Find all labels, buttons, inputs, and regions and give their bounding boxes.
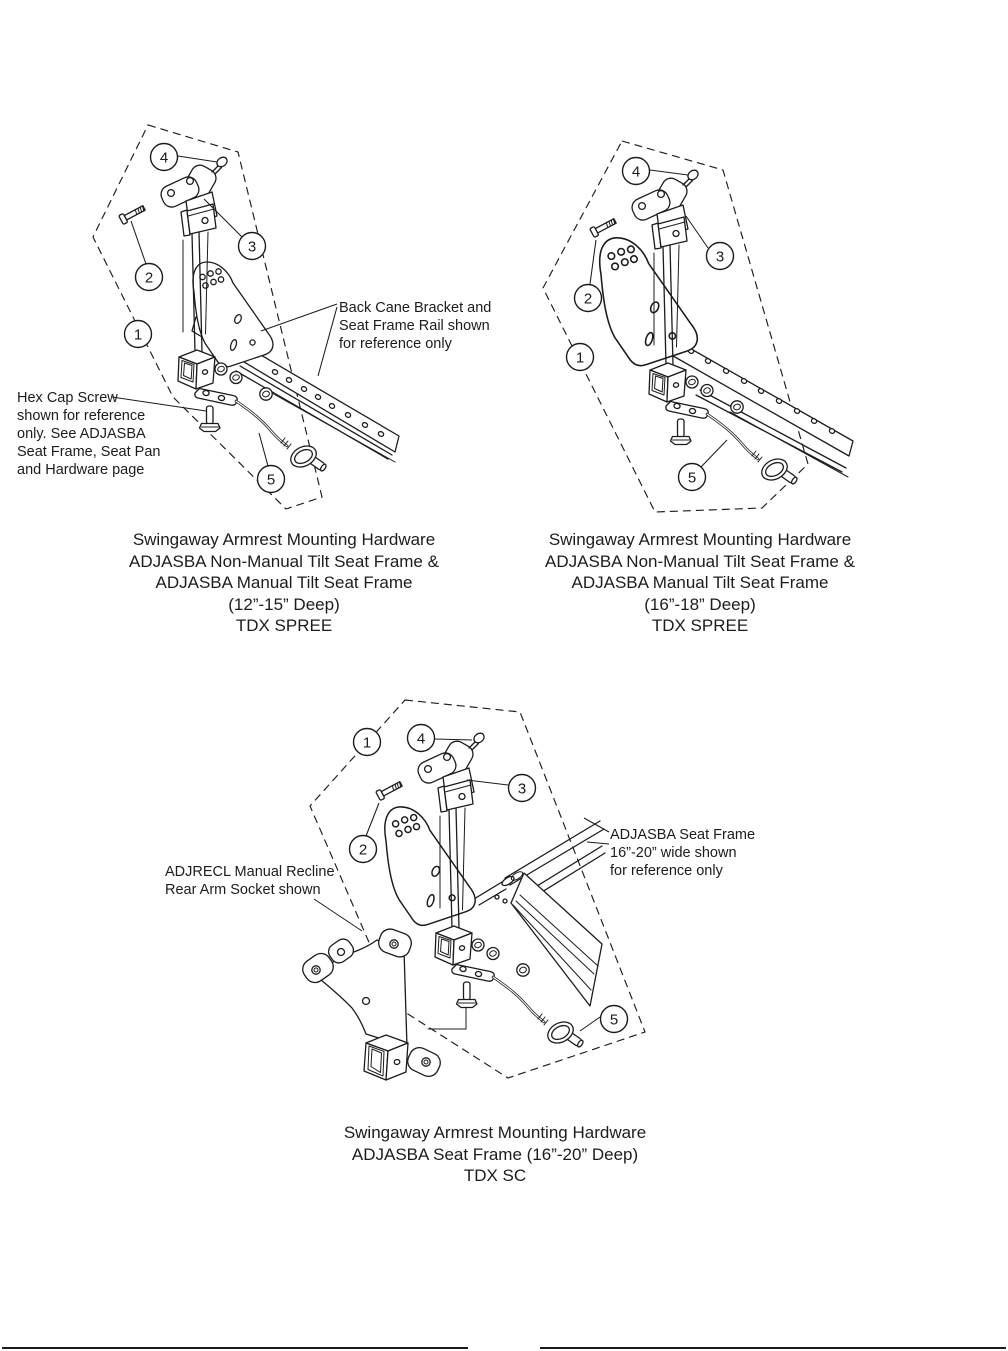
callout-5: [679, 464, 706, 491]
figure-bottom-diagram: [299, 700, 645, 1080]
annotation-line: Hex Cap Screw: [17, 390, 118, 406]
callout-number: 2: [144, 269, 154, 287]
callout-number: 1: [133, 326, 143, 344]
callout-number: 4: [416, 730, 426, 748]
caption-line: ADJASBA Seat Frame (16”-20” Deep): [351, 1144, 639, 1164]
callout-number: 1: [362, 734, 372, 752]
callout-number: 5: [609, 1011, 619, 1029]
callout-4: [151, 144, 178, 171]
callout-number: 4: [159, 149, 169, 167]
annotation-line: ADJASBA Seat Frame: [610, 827, 756, 843]
annotation-line: for reference only: [339, 336, 452, 352]
callout-1: [567, 344, 594, 371]
annotation-line: only. See ADJASBA: [17, 426, 146, 442]
caption-line: ADJASBA Manual Tilt Seat Frame: [571, 573, 829, 592]
caption-line: ADJASBA Non-Manual Tilt Seat Frame &: [545, 551, 855, 571]
caption-line: TDX SC: [463, 1166, 527, 1185]
annotation-line: Seat Frame, Seat Pan: [17, 444, 161, 460]
callout-3: [509, 775, 536, 802]
annotation-back-cane: [339, 299, 491, 353]
footer-rule-left: [2, 1347, 468, 1349]
callout-3: [239, 233, 266, 260]
caption-line: (16”-18” Deep): [644, 594, 756, 614]
callout-number: 1: [575, 349, 585, 367]
caption-line: TDX SPREE: [235, 616, 333, 635]
callout-number: 3: [517, 780, 527, 798]
annotation-adjrecl: [165, 863, 335, 899]
footer-rule-right: [540, 1347, 1006, 1349]
caption-line: ADJASBA Non-Manual Tilt Seat Frame &: [129, 551, 439, 571]
callout-number: 4: [631, 163, 641, 181]
callout-number: 3: [715, 248, 725, 266]
figure-bottom-caption: [311, 1122, 679, 1187]
figure-top-right-caption: [519, 529, 881, 637]
callout-5: [601, 1006, 628, 1033]
callout-3: [707, 243, 734, 270]
annotation-line: Seat Frame Rail shown: [339, 318, 490, 334]
caption-line: Swingaway Armrest Mounting Hardware: [132, 530, 436, 549]
callout-number: 2: [583, 290, 593, 308]
caption-line: Swingaway Armrest Mounting Hardware: [548, 530, 852, 549]
annotation-adjasba-frame: [610, 826, 755, 880]
callout-number: 5: [687, 469, 697, 487]
callout-4: [623, 158, 650, 185]
callout-1: [125, 321, 152, 348]
annotation-line: for reference only: [610, 863, 723, 879]
annotation-line: and Hardware page: [17, 462, 145, 478]
caption-line: TDX SPREE: [651, 616, 749, 635]
caption-line: (12”-15” Deep): [228, 594, 340, 614]
callout-1: [354, 729, 381, 756]
callout-5: [258, 466, 285, 493]
annotation-line: shown for reference: [17, 408, 146, 424]
figure-top-right-diagram: [543, 141, 853, 512]
callout-2: [575, 285, 602, 312]
callout-number: 5: [266, 471, 276, 489]
callout-number: 2: [358, 841, 368, 859]
annotation-line: 16”-20” wide shown: [610, 845, 737, 861]
caption-line: ADJASBA Manual Tilt Seat Frame: [155, 573, 413, 592]
figure-top-left-caption: [103, 529, 465, 637]
annotation-line: ADJRECL Manual Recline: [165, 864, 335, 880]
annotation-line: Back Cane Bracket and: [339, 300, 492, 316]
callout-4: [408, 725, 435, 752]
caption-line: Swingaway Armrest Mounting Hardware: [343, 1123, 647, 1142]
callout-2: [136, 264, 163, 291]
annotation-line: Rear Arm Socket shown: [165, 882, 321, 898]
callout-number: 3: [247, 238, 257, 256]
callout-2: [350, 836, 377, 863]
annotation-hex-cap-screw: [17, 389, 160, 479]
